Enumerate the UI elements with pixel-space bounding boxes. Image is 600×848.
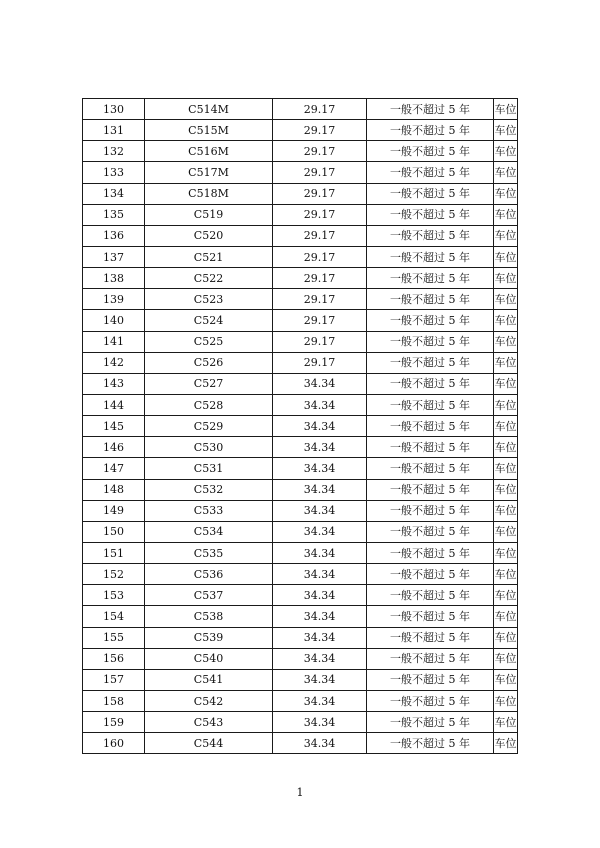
row-number-cell: 159 [83, 712, 145, 733]
usage-cell: 车位 [494, 246, 518, 267]
row-number-cell: 134 [83, 183, 145, 204]
lease-term-cell: 一般不超过 5 年 [367, 648, 494, 669]
area-cell: 34.34 [273, 712, 367, 733]
area-cell: 34.34 [273, 373, 367, 394]
table-row [83, 564, 518, 585]
usage-cell: 车位 [494, 289, 518, 310]
row-number-cell: 148 [83, 479, 145, 500]
lease-term-cell: 一般不超过 5 年 [367, 690, 494, 711]
usage-cell: 车位 [494, 669, 518, 690]
usage-cell: 车位 [494, 458, 518, 479]
usage-cell: 车位 [494, 606, 518, 627]
area-cell: 29.17 [273, 268, 367, 289]
table-row [83, 669, 518, 690]
lease-term-cell: 一般不超过 5 年 [367, 331, 494, 352]
table-row [83, 394, 518, 415]
row-number-cell: 157 [83, 669, 145, 690]
table-row [83, 648, 518, 669]
row-number-cell: 136 [83, 225, 145, 246]
lease-term-cell: 一般不超过 5 年 [367, 373, 494, 394]
area-cell: 29.17 [273, 183, 367, 204]
space-code-cell: C519 [145, 204, 273, 225]
lease-term-cell: 一般不超过 5 年 [367, 585, 494, 606]
space-code-cell: C522 [145, 268, 273, 289]
usage-cell: 车位 [494, 564, 518, 585]
space-code-cell: C529 [145, 416, 273, 437]
lease-term-cell: 一般不超过 5 年 [367, 500, 494, 521]
space-code-cell: C528 [145, 394, 273, 415]
table-row [83, 289, 518, 310]
space-code-cell: C540 [145, 648, 273, 669]
row-number-cell: 155 [83, 627, 145, 648]
table-row [83, 437, 518, 458]
area-cell: 34.34 [273, 627, 367, 648]
space-code-cell: C526 [145, 352, 273, 373]
usage-cell: 车位 [494, 648, 518, 669]
table-row [83, 690, 518, 711]
lease-term-cell: 一般不超过 5 年 [367, 416, 494, 437]
space-code-cell: C542 [145, 690, 273, 711]
row-number-cell: 147 [83, 458, 145, 479]
row-number-cell: 144 [83, 394, 145, 415]
area-cell: 34.34 [273, 564, 367, 585]
space-code-cell: C524 [145, 310, 273, 331]
row-number-cell: 149 [83, 500, 145, 521]
row-number-cell: 146 [83, 437, 145, 458]
space-code-cell: C516M [145, 141, 273, 162]
row-number-cell: 156 [83, 648, 145, 669]
table-row [83, 416, 518, 437]
space-code-cell: C532 [145, 479, 273, 500]
lease-term-cell: 一般不超过 5 年 [367, 289, 494, 310]
space-code-cell: C536 [145, 564, 273, 585]
table-row [83, 585, 518, 606]
table-row [83, 183, 518, 204]
area-cell: 34.34 [273, 733, 367, 754]
lease-term-cell: 一般不超过 5 年 [367, 458, 494, 479]
table-row [83, 479, 518, 500]
usage-cell: 车位 [494, 521, 518, 542]
usage-cell: 车位 [494, 162, 518, 183]
table-row [83, 141, 518, 162]
row-number-cell: 154 [83, 606, 145, 627]
area-cell: 34.34 [273, 458, 367, 479]
space-code-cell: C514M [145, 99, 273, 120]
area-cell: 34.34 [273, 416, 367, 437]
usage-cell: 车位 [494, 183, 518, 204]
space-code-cell: C517M [145, 162, 273, 183]
row-number-cell: 139 [83, 289, 145, 310]
row-number-cell: 140 [83, 310, 145, 331]
space-code-cell: C537 [145, 585, 273, 606]
table-row [83, 352, 518, 373]
row-number-cell: 150 [83, 521, 145, 542]
space-code-cell: C539 [145, 627, 273, 648]
area-cell: 29.17 [273, 141, 367, 162]
space-code-cell: C518M [145, 183, 273, 204]
table-row [83, 162, 518, 183]
table-row [83, 120, 518, 141]
lease-term-cell: 一般不超过 5 年 [367, 120, 494, 141]
space-code-cell: C515M [145, 120, 273, 141]
usage-cell: 车位 [494, 479, 518, 500]
usage-cell: 车位 [494, 627, 518, 648]
area-cell: 29.17 [273, 246, 367, 267]
usage-cell: 车位 [494, 268, 518, 289]
table-row [83, 331, 518, 352]
space-code-cell: C531 [145, 458, 273, 479]
page-number: 1 [296, 786, 304, 799]
area-cell: 34.34 [273, 690, 367, 711]
area-cell: 29.17 [273, 162, 367, 183]
table-row [83, 542, 518, 563]
usage-cell: 车位 [494, 394, 518, 415]
space-code-cell: C544 [145, 733, 273, 754]
area-cell: 34.34 [273, 585, 367, 606]
table-row [83, 373, 518, 394]
space-code-cell: C530 [145, 437, 273, 458]
area-cell: 34.34 [273, 500, 367, 521]
table-row [83, 458, 518, 479]
usage-cell: 车位 [494, 437, 518, 458]
usage-cell: 车位 [494, 733, 518, 754]
lease-term-cell: 一般不超过 5 年 [367, 204, 494, 225]
row-number-cell: 138 [83, 268, 145, 289]
space-code-cell: C541 [145, 669, 273, 690]
table-row [83, 310, 518, 331]
table-row [83, 99, 518, 120]
area-cell: 34.34 [273, 394, 367, 415]
lease-term-cell: 一般不超过 5 年 [367, 162, 494, 183]
table-row [83, 627, 518, 648]
area-cell: 29.17 [273, 352, 367, 373]
row-number-cell: 158 [83, 690, 145, 711]
lease-term-cell: 一般不超过 5 年 [367, 394, 494, 415]
lease-term-cell: 一般不超过 5 年 [367, 246, 494, 267]
table-row [83, 606, 518, 627]
lease-term-cell: 一般不超过 5 年 [367, 564, 494, 585]
lease-term-cell: 一般不超过 5 年 [367, 437, 494, 458]
area-cell: 29.17 [273, 204, 367, 225]
area-cell: 34.34 [273, 606, 367, 627]
table-row [83, 225, 518, 246]
table-row [83, 500, 518, 521]
lease-term-cell: 一般不超过 5 年 [367, 542, 494, 563]
area-cell: 34.34 [273, 648, 367, 669]
lease-term-cell: 一般不超过 5 年 [367, 99, 494, 120]
row-number-cell: 151 [83, 542, 145, 563]
row-number-cell: 160 [83, 733, 145, 754]
lease-term-cell: 一般不超过 5 年 [367, 712, 494, 733]
row-number-cell: 135 [83, 204, 145, 225]
area-cell: 29.17 [273, 120, 367, 141]
lease-term-cell: 一般不超过 5 年 [367, 627, 494, 648]
lease-term-cell: 一般不超过 5 年 [367, 268, 494, 289]
usage-cell: 车位 [494, 416, 518, 437]
lease-term-cell: 一般不超过 5 年 [367, 141, 494, 162]
area-cell: 29.17 [273, 225, 367, 246]
area-cell: 34.34 [273, 521, 367, 542]
area-cell: 34.34 [273, 479, 367, 500]
lease-term-cell: 一般不超过 5 年 [367, 183, 494, 204]
space-code-cell: C520 [145, 225, 273, 246]
usage-cell: 车位 [494, 585, 518, 606]
area-cell: 29.17 [273, 99, 367, 120]
table-row [83, 521, 518, 542]
space-code-cell: C538 [145, 606, 273, 627]
usage-cell: 车位 [494, 120, 518, 141]
row-number-cell: 152 [83, 564, 145, 585]
area-cell: 29.17 [273, 289, 367, 310]
table-row [83, 733, 518, 754]
usage-cell: 车位 [494, 352, 518, 373]
usage-cell: 车位 [494, 331, 518, 352]
usage-cell: 车位 [494, 712, 518, 733]
usage-cell: 车位 [494, 500, 518, 521]
row-number-cell: 131 [83, 120, 145, 141]
lease-term-cell: 一般不超过 5 年 [367, 733, 494, 754]
row-number-cell: 142 [83, 352, 145, 373]
table-row [83, 268, 518, 289]
lease-term-cell: 一般不超过 5 年 [367, 352, 494, 373]
table-row [83, 204, 518, 225]
space-code-cell: C543 [145, 712, 273, 733]
parking-space-table [82, 98, 518, 754]
lease-term-cell: 一般不超过 5 年 [367, 310, 494, 331]
row-number-cell: 153 [83, 585, 145, 606]
table-body [83, 99, 518, 754]
usage-cell: 车位 [494, 204, 518, 225]
usage-cell: 车位 [494, 690, 518, 711]
area-cell: 34.34 [273, 542, 367, 563]
usage-cell: 车位 [494, 99, 518, 120]
usage-cell: 车位 [494, 310, 518, 331]
usage-cell: 车位 [494, 373, 518, 394]
row-number-cell: 145 [83, 416, 145, 437]
row-number-cell: 130 [83, 99, 145, 120]
lease-term-cell: 一般不超过 5 年 [367, 606, 494, 627]
space-code-cell: C521 [145, 246, 273, 267]
space-code-cell: C527 [145, 373, 273, 394]
row-number-cell: 133 [83, 162, 145, 183]
space-code-cell: C534 [145, 521, 273, 542]
row-number-cell: 141 [83, 331, 145, 352]
lease-term-cell: 一般不超过 5 年 [367, 521, 494, 542]
row-number-cell: 143 [83, 373, 145, 394]
table-row [83, 246, 518, 267]
area-cell: 29.17 [273, 310, 367, 331]
lease-term-cell: 一般不超过 5 年 [367, 669, 494, 690]
area-cell: 34.34 [273, 437, 367, 458]
space-code-cell: C533 [145, 500, 273, 521]
area-cell: 34.34 [273, 669, 367, 690]
lease-term-cell: 一般不超过 5 年 [367, 479, 494, 500]
row-number-cell: 132 [83, 141, 145, 162]
space-code-cell: C523 [145, 289, 273, 310]
usage-cell: 车位 [494, 225, 518, 246]
row-number-cell: 137 [83, 246, 145, 267]
space-code-cell: C535 [145, 542, 273, 563]
lease-term-cell: 一般不超过 5 年 [367, 225, 494, 246]
area-cell: 29.17 [273, 331, 367, 352]
space-code-cell: C525 [145, 331, 273, 352]
usage-cell: 车位 [494, 141, 518, 162]
usage-cell: 车位 [494, 542, 518, 563]
table-row [83, 712, 518, 733]
